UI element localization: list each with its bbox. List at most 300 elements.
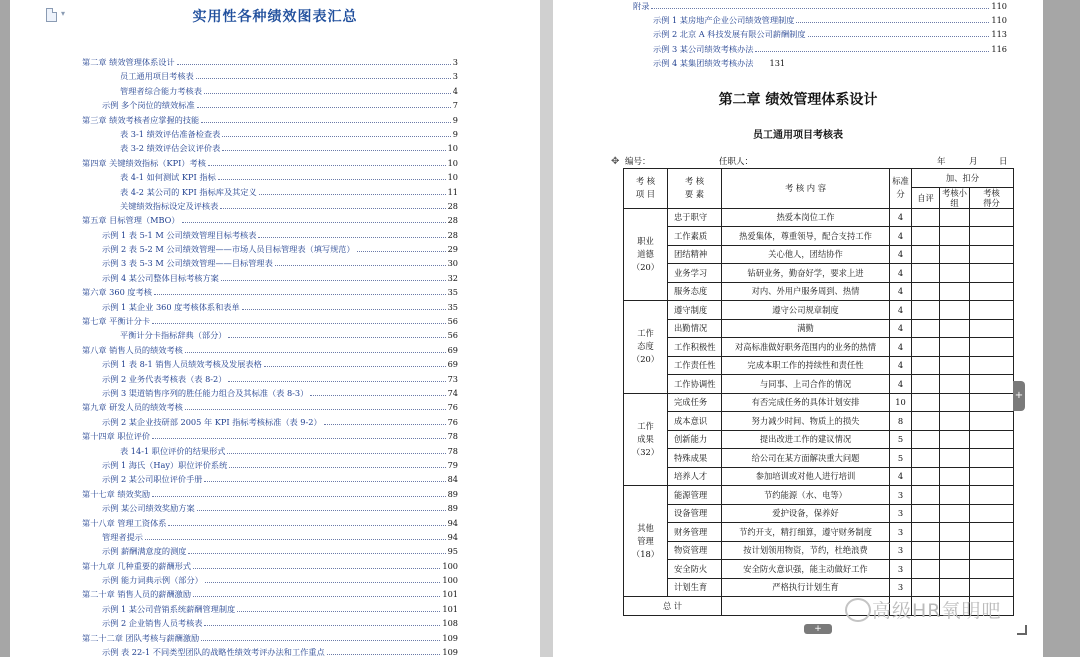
self-eval-cell[interactable]: [912, 301, 940, 320]
toc-entry[interactable]: [82, 417, 458, 431]
factor-cell: 出勤情况: [668, 319, 722, 338]
toc-leader: [264, 366, 446, 367]
factor-cell: 忠于职守: [668, 208, 722, 227]
content-cell: 遵守公司规章制度: [722, 301, 890, 320]
content-cell: 节约能源（水、电等）: [722, 486, 890, 505]
toc-entry[interactable]: [82, 647, 458, 657]
toc-leader: [222, 150, 445, 151]
toc-leader: [228, 381, 445, 382]
toc-page-number: 109: [442, 632, 458, 643]
factor-cell: 培养人才: [668, 467, 722, 486]
table-row: [624, 467, 1014, 486]
toc-leader: [651, 8, 989, 9]
toc-entry-text: 示例 3 表 5-3 M 公司绩效管理——目标管理表: [102, 258, 273, 269]
toc-entry[interactable]: [82, 187, 458, 201]
toc-entry[interactable]: [82, 115, 458, 129]
standard-score-cell: 10: [890, 393, 912, 412]
content-cell: 与同事、上司合作的情况: [722, 375, 890, 394]
toc-entry-text: 示例 1 表 5-1 M 公司绩效管理目标考核表: [102, 229, 257, 240]
final-score-cell[interactable]: [970, 301, 1014, 320]
toc-leader: [227, 453, 445, 454]
toc-entry-text: 表 3-2 绩效评估会议评价表: [120, 143, 221, 154]
toc-page-number: 3: [452, 57, 458, 67]
toc-page-number: 10: [447, 157, 458, 168]
group-eval-cell[interactable]: [940, 560, 970, 579]
toc-page-number: 116: [991, 43, 1007, 54]
content-cell: 严格执行计划生育: [722, 578, 890, 597]
toc-leader: [327, 654, 441, 655]
toc-page-number: 131: [769, 57, 786, 68]
final-score-cell[interactable]: [970, 578, 1014, 597]
toc-page-number: 78: [447, 431, 458, 442]
final-score-cell[interactable]: [970, 449, 1014, 468]
toc-entry[interactable]: [82, 402, 458, 416]
toc-entry[interactable]: [82, 575, 458, 589]
toc-entry[interactable]: [633, 58, 1007, 72]
toc-entry[interactable]: [82, 532, 458, 546]
group-eval-cell[interactable]: [940, 467, 970, 486]
toc-page-number: 10: [447, 172, 458, 183]
content-cell: 爱护设备，保养好: [722, 504, 890, 523]
standard-score-cell: 5: [890, 430, 912, 449]
toc-page-number: 28: [447, 215, 458, 226]
toc-entry-text: 表 14-1 职位评价的结果形式: [120, 445, 226, 456]
table-row: [624, 264, 1014, 283]
toc-entry-text: 示例 某公司绩效奖励方案: [102, 503, 195, 514]
toc-page-number: 94: [447, 517, 458, 528]
header-plus-minus: 加、扣分: [912, 169, 1014, 188]
toc-page-number: 28: [447, 200, 458, 211]
toc-leader: [197, 107, 451, 108]
toc-entry[interactable]: [82, 546, 458, 560]
factor-cell: 工作素质: [668, 227, 722, 246]
table-row: [624, 319, 1014, 338]
toc-entry[interactable]: [82, 604, 458, 618]
group-eval-cell[interactable]: [940, 523, 970, 542]
standard-score-cell: 8: [890, 412, 912, 431]
self-eval-cell[interactable]: [912, 227, 940, 246]
dropdown-arrow-icon[interactable]: ▾: [61, 9, 66, 18]
factor-cell: 遵守制度: [668, 301, 722, 320]
final-score-cell[interactable]: [970, 319, 1014, 338]
self-eval-cell[interactable]: [912, 356, 940, 375]
content-cell: 努力减少时间、物质上的损失: [722, 412, 890, 431]
toc-entry-text: 第十七章 绩效奖励: [82, 488, 151, 499]
self-eval-cell[interactable]: [912, 338, 940, 357]
toc-page-number: 56: [447, 330, 458, 341]
final-score-cell[interactable]: [970, 282, 1014, 301]
self-eval-cell[interactable]: [912, 282, 940, 301]
self-eval-cell[interactable]: [912, 578, 940, 597]
wechat-icon: [845, 598, 871, 622]
group-eval-cell[interactable]: [940, 449, 970, 468]
toc-leader: [152, 438, 445, 439]
toc-entry[interactable]: [82, 330, 458, 344]
toc-entry-text: 示例 2 业务代表考核表（表 8-2）: [102, 373, 227, 384]
toc-page-number: 95: [447, 546, 458, 557]
toc-page-number: 101: [442, 589, 458, 600]
group-eval-cell[interactable]: [940, 227, 970, 246]
factor-cell: 工作责任性: [668, 356, 722, 375]
toc-leader: [204, 93, 451, 94]
month-label: 月: [969, 157, 978, 167]
toc-leader: [145, 539, 446, 540]
toc-page-number: 109: [442, 647, 458, 657]
group-eval-cell[interactable]: [940, 264, 970, 283]
total-label: 总 计: [624, 597, 722, 616]
self-eval-cell[interactable]: [912, 560, 940, 579]
factor-cell: 完成任务: [668, 393, 722, 412]
standard-score-cell: 4: [890, 301, 912, 320]
toc-leader: [193, 568, 440, 569]
toc-entry[interactable]: [82, 316, 458, 330]
toc-entry-text: 管理者综合能力考核表: [120, 85, 202, 96]
group-eval-cell[interactable]: [940, 301, 970, 320]
toc-leader: [796, 22, 989, 23]
table-row: [624, 375, 1014, 394]
content-cell: 热爱集体，尊重领导，配合支持工作: [722, 227, 890, 246]
toc-entry-text: 示例 薪酬满意度的测度: [102, 546, 187, 557]
toc-entry[interactable]: [82, 503, 458, 517]
content-cell: 按计划领用物资，节约，杜绝浪费: [722, 541, 890, 560]
toc-page-number: 79: [447, 459, 458, 470]
final-score-cell[interactable]: [970, 504, 1014, 523]
toc-entry-text: 管理者提示: [102, 531, 143, 542]
table-resize-handle-icon[interactable]: [1017, 625, 1027, 635]
toc-entry-text: 示例 1 表 8-1 销售人员绩效考核及发展表格: [102, 359, 262, 370]
toc-entry[interactable]: [82, 258, 458, 272]
toc-entry[interactable]: [82, 201, 458, 215]
toc-entry[interactable]: [82, 230, 458, 244]
toc-entry[interactable]: [82, 518, 458, 532]
category-cell: 工作 成果 （32）: [624, 393, 668, 486]
toc-entry-text: 示例 4 某集团绩效考核办法: [653, 57, 754, 68]
standard-score-cell: 4: [890, 338, 912, 357]
toc-leader: [259, 194, 446, 195]
final-score-cell[interactable]: [970, 467, 1014, 486]
standard-score-cell: 3: [890, 541, 912, 560]
toc-leader: [152, 323, 445, 324]
toc-leader: [204, 481, 445, 482]
final-score-cell[interactable]: [970, 430, 1014, 449]
content-cell: 关心他人，团结协作: [722, 245, 890, 264]
toc-entry[interactable]: [633, 29, 1007, 43]
table-row: [624, 282, 1014, 301]
toc-entry-text: 第九章 研发人员的绩效考核: [82, 402, 183, 413]
number-label: 编号：: [625, 157, 651, 167]
factor-cell: 工作积极性: [668, 338, 722, 357]
appendix-contents: [633, 1, 1007, 72]
content-cell: 节约开支，精打细算，遵守财务制度: [722, 523, 890, 542]
self-eval-cell[interactable]: [912, 449, 940, 468]
factor-cell: 计划生育: [668, 578, 722, 597]
toc-entry-text: 示例 3 渠道销售序列的胜任能力组合及其标准（表 8-3）: [102, 387, 309, 398]
toc-entry[interactable]: [82, 446, 458, 460]
final-score-cell[interactable]: [970, 560, 1014, 579]
final-score-cell[interactable]: [970, 486, 1014, 505]
table-move-handle-icon[interactable]: ✥: [611, 156, 620, 167]
toc-page-number: 78: [447, 445, 458, 456]
toc-page-number: 56: [447, 316, 458, 327]
self-eval-cell[interactable]: [912, 486, 940, 505]
toc-entry[interactable]: [82, 460, 458, 474]
toc-leader: [228, 337, 445, 338]
header-content: 考 核 内 容: [722, 169, 890, 209]
final-score-cell[interactable]: [970, 393, 1014, 412]
toc-leader: [357, 251, 446, 252]
left-page: [10, 0, 540, 657]
toc-page-number: 89: [447, 503, 458, 514]
document-title: 实用性各种绩效图表汇总: [192, 9, 358, 25]
day-label: 日: [999, 157, 1008, 167]
toc-page-number: 9: [452, 128, 458, 139]
toc-page-number: 89: [447, 488, 458, 499]
toc-entry[interactable]: [82, 489, 458, 503]
toc-leader: [275, 265, 446, 266]
content-cell: 参加培训或对他人进行培训: [722, 467, 890, 486]
toc-page-number: 28: [447, 229, 458, 240]
final-score-cell[interactable]: [970, 412, 1014, 431]
standard-score-cell: 3: [890, 523, 912, 542]
factor-cell: 特殊成果: [668, 449, 722, 468]
table-row: [624, 449, 1014, 468]
toc-entry[interactable]: [82, 129, 458, 143]
standard-score-cell: 4: [890, 375, 912, 394]
toc-entry-text: 第三章 绩效考核者应掌握的技能: [82, 114, 200, 125]
table-row: [624, 301, 1014, 320]
standard-score-cell: 3: [890, 486, 912, 505]
toc-page-number: 108: [442, 618, 458, 629]
toc-entry-text: 示例 1 某公司营销系统薪酬管理制度: [102, 603, 236, 614]
expand-panel-icon[interactable]: +: [1013, 381, 1025, 411]
self-eval-cell[interactable]: [912, 541, 940, 560]
toc-leader: [242, 309, 446, 310]
toc-leader: [193, 596, 440, 597]
table-row: [624, 523, 1014, 542]
toc-entry[interactable]: [82, 345, 458, 359]
toc-entry[interactable]: [82, 633, 458, 647]
toc-entry[interactable]: [82, 287, 458, 301]
group-eval-cell[interactable]: [940, 430, 970, 449]
toc-entry[interactable]: [82, 57, 458, 71]
table-row: [624, 430, 1014, 449]
toc-leader: [755, 51, 989, 52]
toc-entry[interactable]: [82, 158, 458, 172]
toc-entry[interactable]: [82, 561, 458, 575]
standard-score-cell: 4: [890, 356, 912, 375]
toc-leader: [222, 136, 451, 137]
toc-entry-text: 示例 多个岗位的绩效标准: [102, 100, 195, 111]
self-eval-cell[interactable]: [912, 375, 940, 394]
content-cell: 热爱本岗位工作: [722, 208, 890, 227]
toc-page-number: 7: [452, 100, 458, 111]
factor-cell: 设备管理: [668, 504, 722, 523]
toc-leader: [220, 208, 445, 209]
group-eval-cell[interactable]: [940, 356, 970, 375]
toc-entry-text: 示例 2 北京 A 科技发展有限公司薪酬制度: [653, 29, 806, 40]
toc-entry-text: 第二章 绩效管理体系设计: [82, 57, 175, 67]
final-score-cell[interactable]: [970, 227, 1014, 246]
table-row: [624, 338, 1014, 357]
toc-entry[interactable]: [633, 1, 1007, 15]
toc-leader: [185, 352, 446, 353]
toc-page-number: 10: [447, 143, 458, 154]
toc-entry[interactable]: [82, 431, 458, 445]
self-eval-cell[interactable]: [912, 393, 940, 412]
toc-leader: [201, 122, 451, 123]
toc-page-number: 110: [991, 1, 1007, 11]
toc-leader: [152, 496, 445, 497]
group-eval-cell[interactable]: [940, 541, 970, 560]
factor-cell: 服务态度: [668, 282, 722, 301]
toc-leader: [177, 64, 451, 65]
toc-leader: [188, 553, 445, 554]
toc-entry[interactable]: [82, 71, 458, 85]
factor-cell: 业务学习: [668, 264, 722, 283]
self-eval-cell[interactable]: [912, 319, 940, 338]
toc-leader: [229, 467, 445, 468]
toc-entry[interactable]: [82, 388, 458, 402]
toc-entry[interactable]: [82, 374, 458, 388]
toc-entry-text: 第五章 目标管理（MBO）: [82, 215, 180, 226]
toc-entry-text: 示例 1 某企业 360 度考核体系和表单: [102, 301, 240, 312]
group-eval-cell[interactable]: [940, 319, 970, 338]
self-eval-cell[interactable]: [912, 430, 940, 449]
self-eval-cell[interactable]: [912, 208, 940, 227]
toc-entry[interactable]: [82, 359, 458, 373]
chapter-title: 第二章 绩效管理体系设计: [718, 92, 878, 108]
toc-page-number: 100: [442, 575, 458, 586]
final-score-cell[interactable]: [970, 541, 1014, 560]
toc-entry[interactable]: [82, 86, 458, 100]
self-eval-cell[interactable]: [912, 264, 940, 283]
toc-entry-text: 第二十章 销售人员的薪酬激励: [82, 589, 192, 600]
self-eval-cell[interactable]: [912, 467, 940, 486]
toc-leader: [168, 525, 445, 526]
self-eval-cell[interactable]: [912, 245, 940, 264]
toc-entry[interactable]: [82, 244, 458, 258]
toc-page-number: 3: [452, 71, 458, 82]
group-eval-cell[interactable]: [940, 393, 970, 412]
toc-entry[interactable]: [82, 589, 458, 603]
group-eval-cell[interactable]: [940, 208, 970, 227]
toc-page-number: 29: [447, 244, 458, 255]
factor-cell: 能源管理: [668, 486, 722, 505]
toc-entry[interactable]: [82, 215, 458, 229]
table-title: 员工通用项目考核表: [753, 130, 843, 141]
toc-entry-text: 第十九章 几种重要的薪酬形式: [82, 560, 192, 571]
content-cell: 给公司在某方面解决重大问题: [722, 449, 890, 468]
toc-entry[interactable]: [82, 273, 458, 287]
toc-entry-text: 员工通用项目考核表: [120, 71, 194, 82]
toc-page-number: 110: [991, 15, 1007, 26]
table-row: [624, 541, 1014, 560]
standard-score-cell: 4: [890, 208, 912, 227]
toc-entry-text: 第六章 360 度考核: [82, 287, 152, 298]
factor-cell: 工作协调性: [668, 375, 722, 394]
toc-entry[interactable]: [82, 474, 458, 488]
self-eval-cell[interactable]: [912, 412, 940, 431]
toc-page-number: 9: [452, 114, 458, 125]
table-of-contents: [82, 57, 458, 657]
table-row: [624, 412, 1014, 431]
final-score-cell[interactable]: [970, 356, 1014, 375]
toc-page-number: 76: [447, 402, 458, 413]
toc-entry-text: 第十四章 职位评价: [82, 431, 151, 442]
toc-leader: [208, 165, 446, 166]
group-eval-cell[interactable]: [940, 245, 970, 264]
content-cell: 安全防火意识强，能主动做好工作: [722, 560, 890, 579]
assignee-label: 任职人：: [719, 157, 754, 167]
group-eval-cell[interactable]: [940, 504, 970, 523]
toc-entry-text: 示例 2 企业销售人员考核表: [102, 618, 203, 629]
content-cell: 对高标准做好职务范围内的业务的热情: [722, 338, 890, 357]
toc-page-number: 35: [447, 287, 458, 298]
category-cell: 工作 态度 （20）: [624, 301, 668, 394]
toc-entry[interactable]: [82, 172, 458, 186]
group-eval-cell[interactable]: [940, 338, 970, 357]
header-standard: 标准 分: [890, 169, 912, 209]
header-score: 考核 得分: [970, 187, 1014, 208]
table-row: [624, 356, 1014, 375]
group-eval-cell[interactable]: [940, 486, 970, 505]
content-cell: 完成本职工作的持续性和责任性: [722, 356, 890, 375]
toc-entry[interactable]: [82, 143, 458, 157]
self-eval-cell[interactable]: [912, 523, 940, 542]
final-score-cell[interactable]: [970, 264, 1014, 283]
content-cell: 提出改进工作的建议情况: [722, 430, 890, 449]
group-eval-cell[interactable]: [940, 578, 970, 597]
toc-page-number: 74: [447, 387, 458, 398]
toc-page-number: 69: [447, 359, 458, 370]
toc-page-number: 113: [991, 29, 1007, 40]
toc-entry[interactable]: [633, 44, 1007, 58]
header-self: 自评: [912, 187, 940, 208]
toc-leader: [205, 582, 441, 583]
right-page: [553, 0, 1043, 657]
self-eval-cell[interactable]: [912, 504, 940, 523]
toc-page-number: 32: [447, 272, 458, 283]
toc-entry-text: 示例 2 某公司职位评价手册: [102, 474, 203, 485]
group-eval-cell[interactable]: [940, 375, 970, 394]
final-score-cell[interactable]: [970, 208, 1014, 227]
final-score-cell[interactable]: [970, 338, 1014, 357]
toc-leader: [310, 395, 445, 396]
standard-score-cell: 4: [890, 319, 912, 338]
standard-score-cell: 4: [890, 245, 912, 264]
toc-entry[interactable]: [82, 100, 458, 114]
final-score-cell[interactable]: [970, 523, 1014, 542]
factor-cell: 物资管理: [668, 541, 722, 560]
final-score-cell[interactable]: [970, 245, 1014, 264]
toc-entry-text: 示例 能力词典示例（部分）: [102, 575, 203, 586]
toc-entry-text: 示例 4 某公司整体目标考核方案: [102, 272, 219, 283]
table-row: [624, 208, 1014, 227]
final-score-cell[interactable]: [970, 375, 1014, 394]
toc-entry[interactable]: [633, 15, 1007, 29]
toc-entry-text: 第四章 关键绩效指标（KPI）考核: [82, 157, 206, 168]
add-row-icon[interactable]: +: [804, 624, 832, 634]
toc-entry-text: 表 4-1 如何测试 KPI 指标: [120, 172, 216, 183]
toc-entry[interactable]: [82, 618, 458, 632]
table-header-row: [624, 169, 1014, 188]
group-eval-cell[interactable]: [940, 412, 970, 431]
group-eval-cell[interactable]: [940, 282, 970, 301]
content-cell: 钻研业务，勤奋好学，要求上进: [722, 264, 890, 283]
toc-entry[interactable]: [82, 302, 458, 316]
toc-leader: [182, 222, 446, 223]
watermark: 高级HR氧明吧: [872, 600, 1002, 622]
